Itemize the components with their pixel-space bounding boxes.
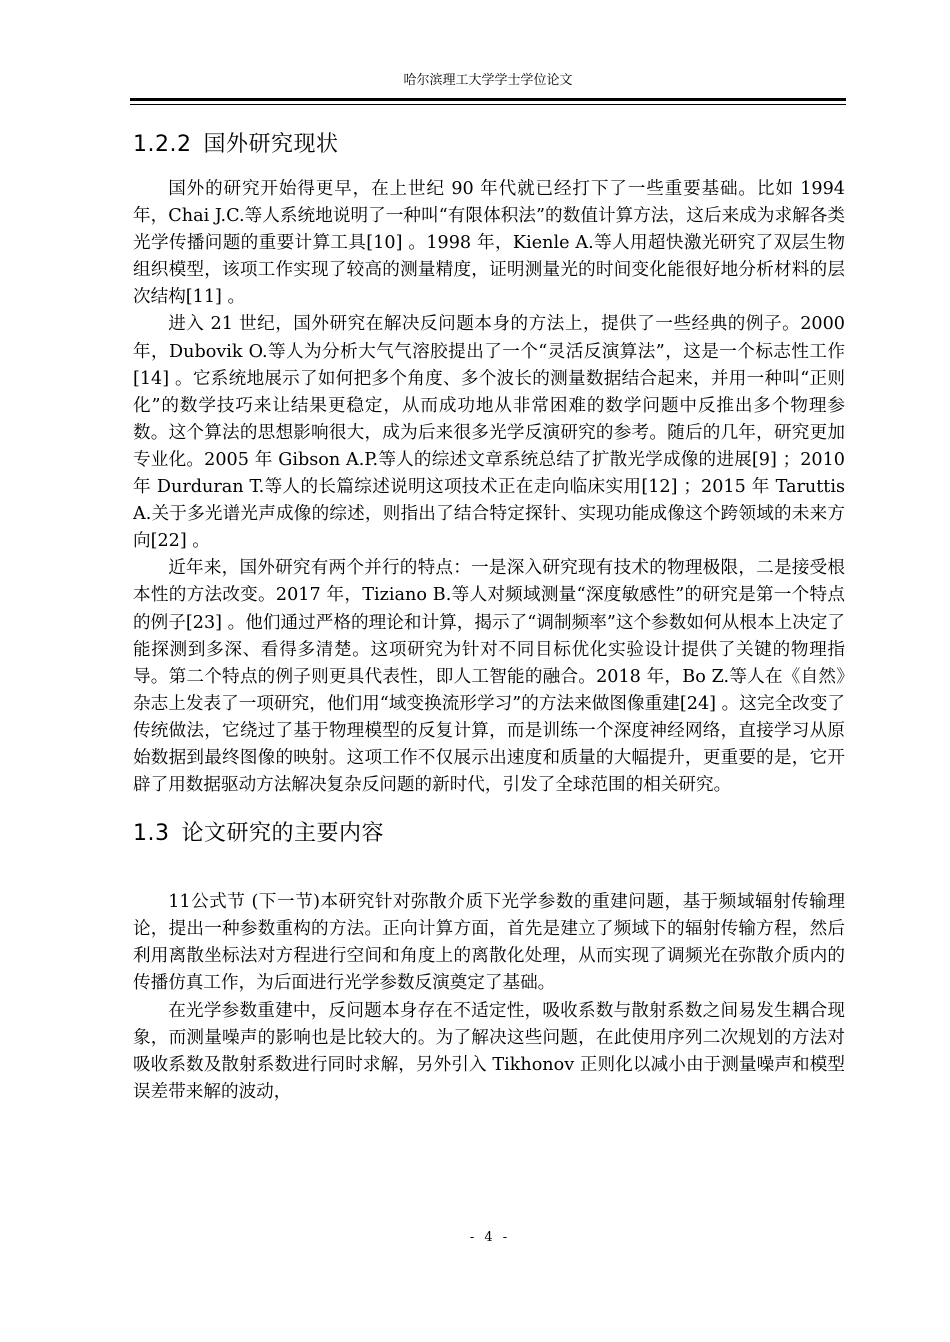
paragraph: 国外的研究开始得更早，在上世纪 90 年代就已经打下了一些重要基础。比如 1994 年，Chai J.C.等人系统地说明了一种叫“有限体积法”的数值计算方法，这后来成为求解各类光学传播问题的重要计算工具[10] 。1998 年，Kienle A.等人用超快激光研究了双层生物组织模型，该项工作实现了较高的测量精度，证明测量光的时间变化能很好地分析材料的层次结构[11] 。: [133, 179, 845, 308]
header-rule-thick: [130, 98, 846, 101]
section-heading-1-2-2: [133, 124, 845, 166]
section-heading-1-3: [133, 813, 845, 855]
section-title: 国外研究现状: [203, 132, 339, 157]
section-title: 论文研究的主要内容: [181, 821, 385, 847]
page-number: - 4 -: [469, 1230, 511, 1245]
paragraph: 近年来，国外研究有两个并行的特点：一是深入研究现有技术的物理极限，二是接受根本性的方法改变。2017 年，Tiziano B.等人对频域测量“深度敏感性”的研究是第一个特点的例子[23] 。他们通过严格的理论和计算，揭示了“调制频率”这个参数如何从根本上决定了能探测到多深、看得多清楚。这项研究为针对不同目标优化实验设计提供了关键的物理指导。第二个特点的例子则更具代表性，即人工智能的融合。2018 年，Bo Z.等人在《自然》杂志上发表了一项研究，他们用“域变换流形学习”的方法来做图像重建[24] 。这完全改变了传统做法，它绕过了基于物理模型的反复计算，而是训练一个深度神经网络，直接学习从原始数据到最终图像的映射。这项工作不仅展示出速度和质量的大幅提升，更重要的是，它开辟了用数据驱动方法解决复杂反问题的新时代，引发了全球范围的相关研究。: [133, 558, 845, 796]
page-header: 哈尔滨理工大学学士学位论文: [403, 73, 573, 88]
section-number: 1.2.2: [133, 132, 192, 157]
paragraph: 进入 21 世纪，国外研究在解决反问题本身的方法上，提供了一些经典的例子。2000 年，Dubovik O.等人为分析大气气溶胶提出了一个“灵活反演算法”，这是一个标志性工作[14] 。它系统地展示了如何把多个角度、多个波长的测量数据结合起来，并用一种叫“正则化”的数学技巧来让结果更稳定，从而成功地从非常困难的数学问题中反推出多个物理参数。这个算法的思想影响很大，成为后来很多光学反演研究的参考。随后的几年，研究更加专业化。2005 年 Gibson A.P.等人的综述文章系统总结了扩散光学成像的进展[9] ；2010 年 Durduran T.等人的长篇综述说明这项技术正在走向临床实用[12] ；2015 年 Taruttis A.关于多光谱光声成像的综述，则指出了结合特定探针、实现功能成像这个跨领域的未来方向[22] 。: [133, 314, 845, 552]
page-body: [133, 124, 845, 1106]
paragraph: 在光学参数重建中，反问题本身存在不适定性，吸收系数与散射系数之间易发生耦合现象，而测量噪声的影响也是比较大的。为了解决这些问题，在此使用序列二次规划的方法对吸收系数及散射系数进行同时求解，另外引入 Tikhonov 正则化以减小由于测量噪声和模型误差带来解的波动，: [133, 1000, 845, 1102]
section-number: 1.3: [133, 821, 170, 847]
paragraph: 11公式节 (下一节)本研究针对弥散介质下光学参数的重建问题，基于频域辐射传输理论，提出一种参数重构的方法。正向计算方面，首先是建立了频域下的辐射传输方程，然后利用离散坐标法对方程进行空间和角度上的离散化处理，从而实现了调频光在弥散介质内的传播仿真工作，为后面进行光学参数反演奠定了基础。: [133, 892, 845, 994]
header-rule-thin: [130, 104, 846, 105]
